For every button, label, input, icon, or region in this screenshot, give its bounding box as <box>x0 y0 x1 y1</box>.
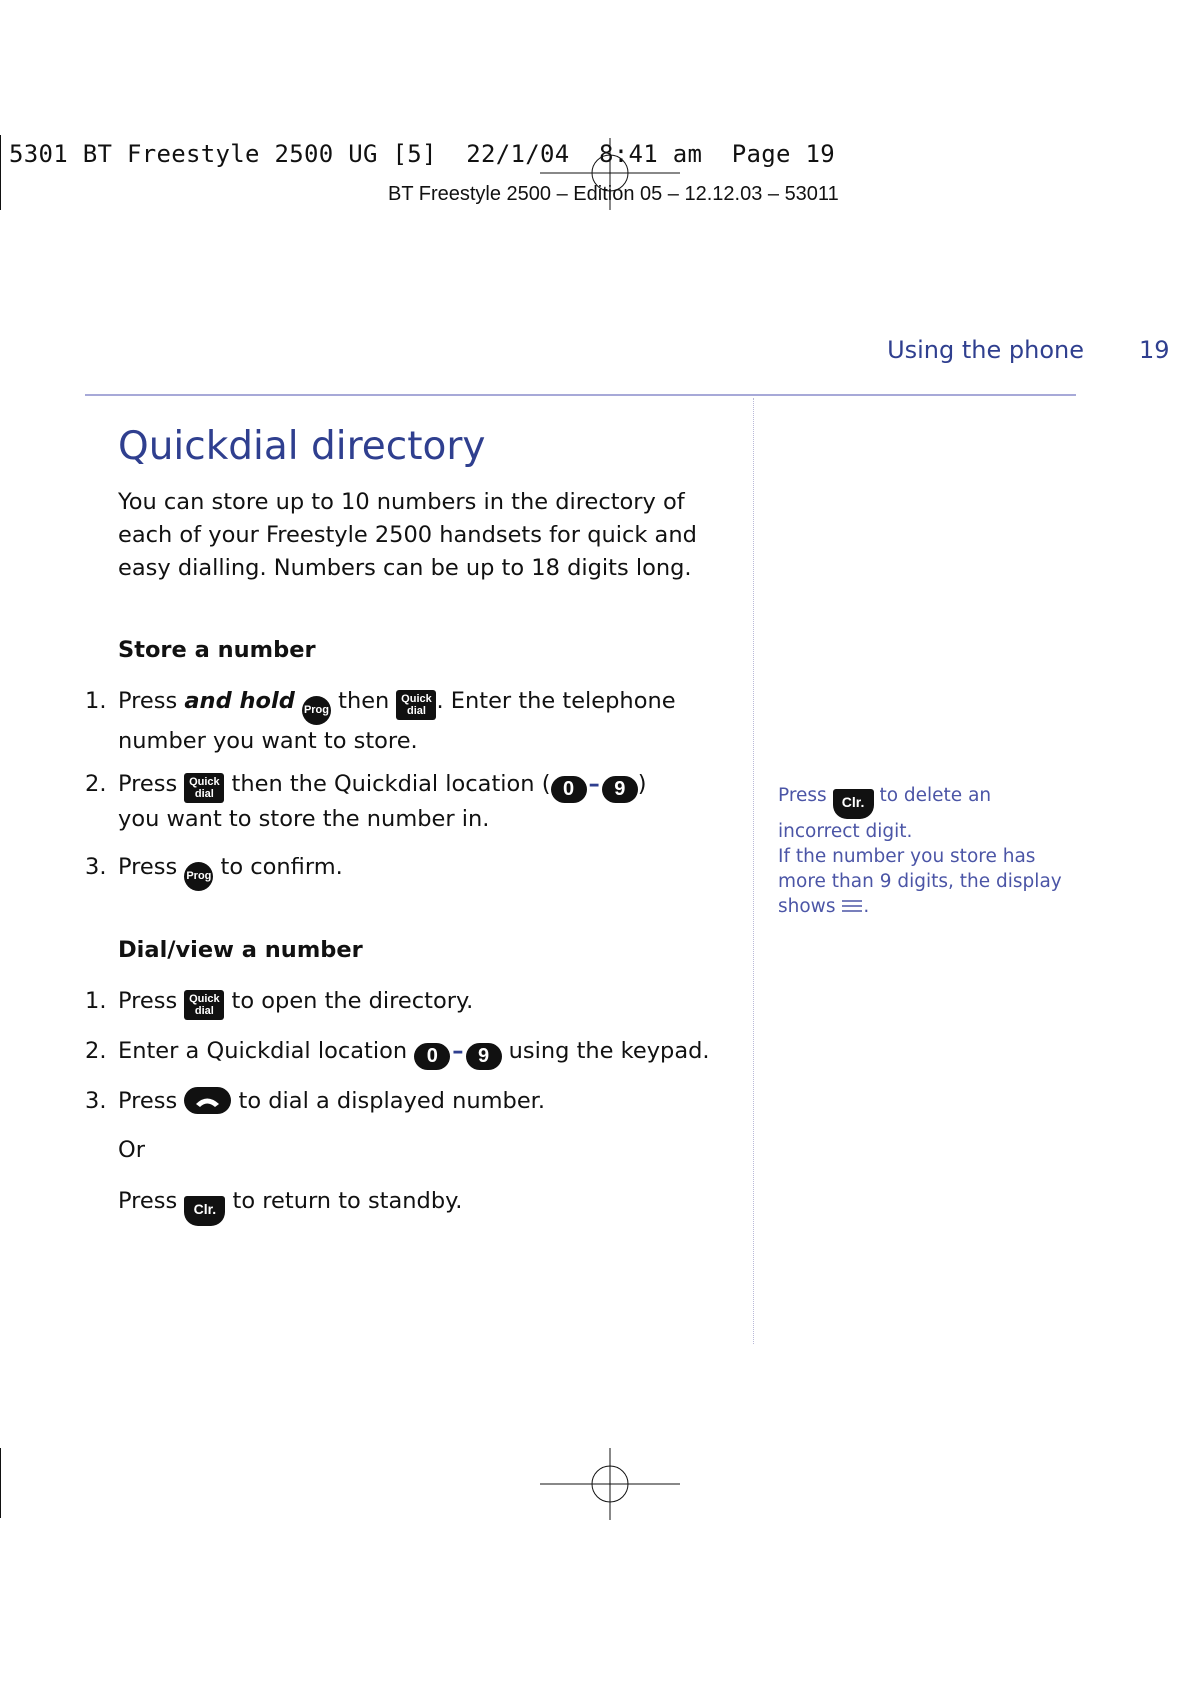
registration-mark-icon <box>540 1448 680 1520</box>
step-number: 2. <box>85 1038 107 1064</box>
sidebar-note-clear: Press Clr. to delete an incorrect digit. <box>778 785 992 842</box>
sidebar-note-digits: If the number you store has more than 9 digits, the display shows . <box>778 846 1062 917</box>
digit-key-icon: 0 <box>551 776 587 803</box>
step-number: 1. <box>85 988 107 1014</box>
or-text: Or <box>118 1137 145 1163</box>
running-head: Using the phone <box>887 336 1084 364</box>
standby-text: Press Clr. to return to standby. <box>118 1185 462 1226</box>
step-text: Press to dial a displayed number. <box>118 1088 546 1114</box>
clear-key-icon: Clr. <box>184 1196 225 1226</box>
step-text: Press and hold Prog then Quick dial . Enter the telephone number you want to store. <box>118 688 676 754</box>
talk-key-icon <box>184 1087 231 1114</box>
prog-key-icon: Prog <box>302 696 331 725</box>
registration-mark-icon <box>540 138 680 210</box>
digit-key-icon: 9 <box>602 776 638 803</box>
dial-number-heading: Dial/view a number <box>118 937 363 963</box>
header-rule <box>85 394 1076 396</box>
quickdial-key-icon: Quick dial <box>184 773 224 803</box>
step-number: 2. <box>85 771 107 797</box>
store-number-heading: Store a number <box>118 637 316 663</box>
page-number: 19 <box>1139 336 1170 364</box>
column-divider <box>753 398 754 1344</box>
step-text: Enter a Quickdial location 0 – 9 using the keypad. <box>118 1035 718 1070</box>
edition-line: BT Freestyle 2500 – Edition 05 – 12.12.03 – 53011 <box>388 183 839 205</box>
intro-paragraph: You can store up to 10 numbers in the directory of each of your Freestyle 2500 handsets for quick and easy dialling. Numbers can be up to 18 digits long. <box>118 489 697 581</box>
print-slug: 5301 BT Freestyle 2500 UG [5] 22/1/04 8:41 am Page 19 <box>9 140 835 168</box>
crop-mark-bottom-left <box>0 1448 1 1518</box>
step-number: 1. <box>85 688 107 714</box>
clear-key-icon: Clr. <box>833 789 874 819</box>
digit-key-icon: 9 <box>466 1043 502 1070</box>
step-text: Press Quick dial then the Quickdial location ( 0 – 9 ) you want to store the number in. <box>118 771 647 832</box>
menu-lines-icon <box>841 899 863 913</box>
crop-mark-top-left <box>0 135 1 210</box>
prog-key-icon: Prog <box>184 862 213 891</box>
step-text: Press Prog to confirm. <box>118 851 718 891</box>
step-number: 3. <box>85 854 107 880</box>
step-text: Press Quick dial to open the directory. <box>118 985 718 1020</box>
quickdial-key-icon: Quick dial <box>184 990 224 1020</box>
emphasis-text: and hold <box>184 688 295 714</box>
quickdial-key-icon: Quick dial <box>396 690 436 720</box>
page-title: Quickdial directory <box>118 424 486 469</box>
digit-key-icon: 0 <box>414 1043 450 1070</box>
step-number: 3. <box>85 1088 107 1114</box>
